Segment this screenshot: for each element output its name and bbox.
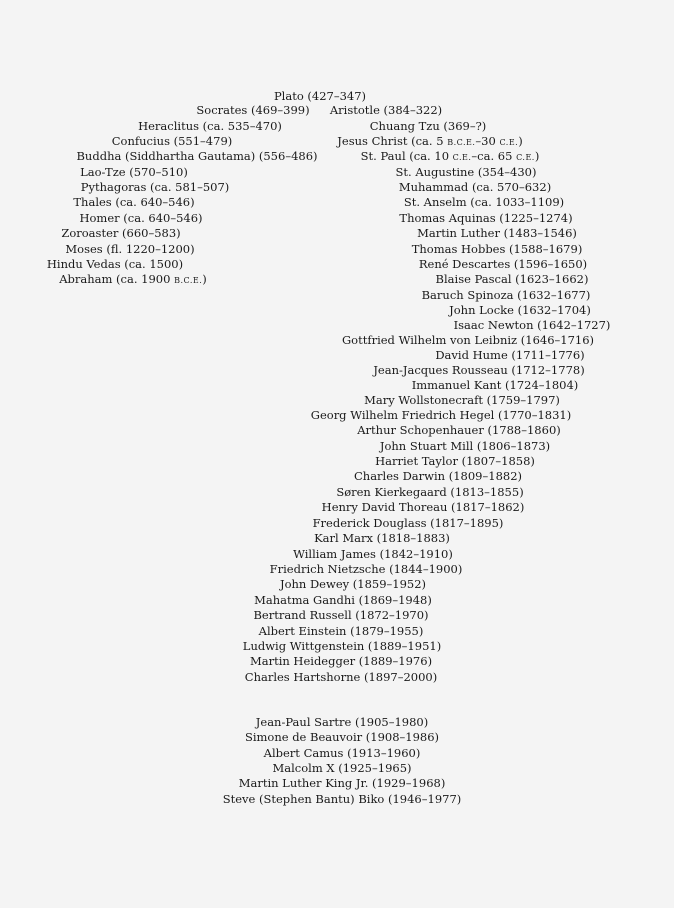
right-name: Charles Hartshorne (1897–2000) <box>244 670 438 684</box>
right-name: Henry David Thoreau (1817–1862) <box>321 500 525 514</box>
right-name: Jesus Christ (ca. 5 B.C.E.–30 C.E.) <box>337 134 523 148</box>
right-name: Mahatma Gandhi (1869–1948) <box>254 593 432 607</box>
right-name: Thomas Hobbes (1588–1679) <box>411 242 583 256</box>
right-name: Isaac Newton (1642–1727) <box>453 318 611 332</box>
left-name: Heraclitus (ca. 535–470) <box>138 119 282 133</box>
left-name: Socrates (469–399) <box>196 103 310 117</box>
right-name: Mary Wollstonecraft (1759–1797) <box>364 393 560 407</box>
right-name: Karl Marx (1818–1883) <box>314 531 450 545</box>
right-name: Georg Wilhelm Friedrich Hegel (1770–1831) <box>310 408 572 422</box>
left-name: Pythagoras (ca. 581–507) <box>80 180 230 194</box>
bottom-name: Steve (Stephen Bantu) Biko (1946–1977) <box>222 792 462 806</box>
right-name: Blaise Pascal (1623–1662) <box>435 272 589 286</box>
right-name: Albert Einstein (1879–1955) <box>258 624 424 638</box>
right-name: Baruch Spinoza (1632–1677) <box>421 288 591 302</box>
right-name: John Dewey (1859–1952) <box>279 577 427 591</box>
right-name: René Descartes (1596–1650) <box>418 257 588 271</box>
left-name: Zoroaster (660–583) <box>61 226 181 240</box>
left-name: Buddha (Siddhartha Gautama) (556–486) <box>76 149 318 163</box>
left-name: Hindu Vedas (ca. 1500) <box>46 257 184 271</box>
left-name: Moses (fl. 1220–1200) <box>65 242 195 256</box>
right-name: John Stuart Mill (1806–1873) <box>379 439 551 453</box>
right-name: Martin Luther (1483–1546) <box>417 226 577 240</box>
right-name: Thomas Aquinas (1225–1274) <box>399 211 573 225</box>
right-name: Immanuel Kant (1724–1804) <box>411 378 579 392</box>
right-name: David Hume (1711–1776) <box>435 348 585 362</box>
right-name: John Locke (1632–1704) <box>449 303 591 317</box>
right-name: Friedrich Nietzsche (1844–1900) <box>269 562 463 576</box>
left-name: Confucius (551–479) <box>111 134 233 148</box>
right-name: Harriet Taylor (1807–1858) <box>375 454 535 468</box>
bottom-name: Albert Camus (1913–1960) <box>263 746 421 760</box>
right-name: Arthur Schopenhauer (1788–1860) <box>357 423 561 437</box>
left-name: Abraham (ca. 1900 B.C.E.) <box>59 272 207 286</box>
right-name: Jean-Jacques Rousseau (1712–1778) <box>373 363 585 377</box>
right-name: St. Augustine (354–430) <box>395 165 537 179</box>
right-name: Charles Darwin (1809–1882) <box>353 469 523 483</box>
right-name: Chuang Tzu (369–?) <box>369 119 487 133</box>
right-name: Gottfried Wilhelm von Leibniz (1646–1716) <box>341 333 595 347</box>
right-name: Ludwig Wittgenstein (1889–1951) <box>242 639 442 653</box>
right-name: St. Anselm (ca. 1033–1109) <box>403 195 565 209</box>
right-name: Bertrand Russell (1872–1970) <box>253 608 429 622</box>
right-name: William James (1842–1910) <box>293 547 453 561</box>
bottom-name: Simone de Beauvoir (1908–1986) <box>244 730 440 744</box>
left-name: Thales (ca. 640–546) <box>73 195 195 209</box>
name-plato: Plato (427–347) <box>273 89 367 103</box>
bottom-name: Martin Luther King Jr. (1929–1968) <box>238 776 446 790</box>
right-name: Aristotle (384–322) <box>329 103 443 117</box>
right-name: Søren Kierkegaard (1813–1855) <box>336 485 524 499</box>
right-name: Muhammad (ca. 570–632) <box>398 180 552 194</box>
left-name: Homer (ca. 640–546) <box>79 211 203 225</box>
right-name: Frederick Douglass (1817–1895) <box>312 516 504 530</box>
bottom-name: Jean-Paul Sartre (1905–1980) <box>255 715 429 729</box>
left-name: Lao-Tze (570–510) <box>80 165 188 179</box>
right-name: St. Paul (ca. 10 C.E.–ca. 65 C.E.) <box>360 149 540 163</box>
right-name: Martin Heidegger (1889–1976) <box>249 654 433 668</box>
bottom-name: Malcolm X (1925–1965) <box>272 761 412 775</box>
